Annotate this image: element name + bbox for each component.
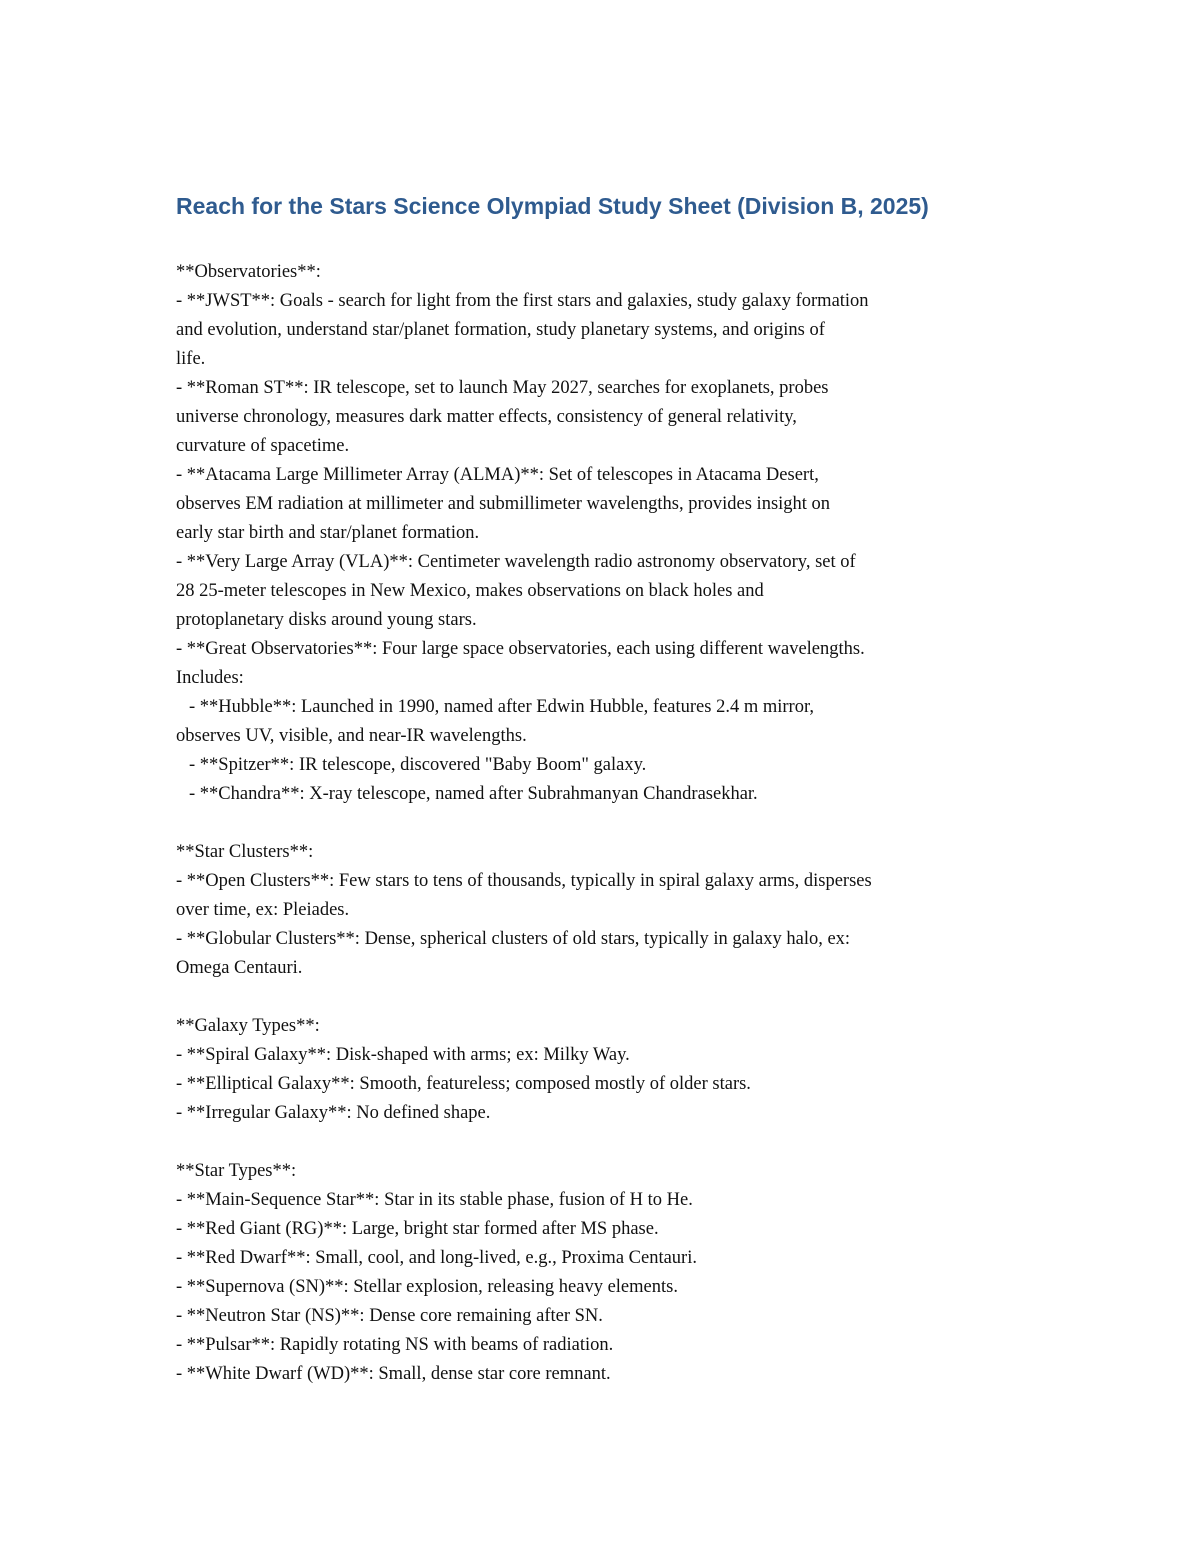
text-line: over time, ex: Pleiades.	[176, 900, 350, 920]
text-line: - **Pulsar**: Rapidly rotating NS with beams of radiation.	[176, 1335, 614, 1355]
text-line: 28 25-meter telescopes in New Mexico, makes observations on black holes and	[176, 581, 764, 601]
text-line: - **Hubble**: Launched in 1990, named after Edwin Hubble, features 2.4 m mirror,	[189, 697, 814, 717]
section-star-types	[176, 1157, 1036, 1389]
text-line: - **Great Observatories**: Four large space observatories, each using different wavelengths.	[176, 639, 865, 659]
text-line: observes UV, visible, and near-IR wavelengths.	[176, 726, 527, 746]
text-line: life.	[176, 349, 206, 369]
section-observatories	[176, 258, 1036, 809]
section-heading: **Galaxy Types**:	[176, 1016, 320, 1036]
text-line: - **Spitzer**: IR telescope, discovered "Baby Boom" galaxy.	[189, 755, 647, 775]
section-heading: **Star Clusters**:	[176, 842, 314, 862]
text-line: - **Spiral Galaxy**: Disk-shaped with arms; ex: Milky Way.	[176, 1045, 630, 1065]
text-line: - **Roman ST**: IR telescope, set to launch May 2027, searches for exoplanets, probes	[176, 378, 829, 398]
document-body	[176, 258, 1036, 1389]
text-line: - **Very Large Array (VLA)**: Centimeter wavelength radio astronomy observatory, set of	[176, 552, 856, 572]
text-line: - **Atacama Large Millimeter Array (ALMA)**: Set of telescopes in Atacama Desert,	[176, 465, 819, 485]
text-line: - **Red Dwarf**: Small, cool, and long-lived, e.g., Proxima Centauri.	[176, 1248, 697, 1268]
text-line: - **Open Clusters**: Few stars to tens of thousands, typically in spiral galaxy arms, disperses	[176, 871, 872, 891]
text-line: universe chronology, measures dark matter effects, consistency of general relativity,	[176, 407, 797, 427]
section-spacer	[176, 1128, 1036, 1157]
text-line: and evolution, understand star/planet formation, study planetary systems, and origins of	[176, 320, 825, 340]
section-galaxy-types	[176, 1012, 1036, 1128]
section-heading: **Star Types**:	[176, 1161, 297, 1181]
text-line: - **Red Giant (RG)**: Large, bright star formed after MS phase.	[176, 1219, 659, 1239]
text-line: - **Elliptical Galaxy**: Smooth, featureless; composed mostly of older stars.	[176, 1074, 751, 1094]
text-line: - **JWST**: Goals - search for light from the first stars and galaxies, study galaxy formation	[176, 291, 869, 311]
document-page	[176, 190, 1036, 1389]
section-star-clusters	[176, 838, 1036, 983]
text-line: - **Main-Sequence Star**: Star in its stable phase, fusion of H to He.	[176, 1190, 693, 1210]
text-line: curvature of spacetime.	[176, 436, 350, 456]
text-line: observes EM radiation at millimeter and submillimeter wavelengths, provides insight on	[176, 494, 831, 514]
document-title: Reach for the Stars Science Olympiad Study Sheet (Division B, 2025)	[176, 193, 929, 219]
text-line: Omega Centauri.	[176, 958, 303, 978]
text-line: early star birth and star/planet formation.	[176, 523, 480, 543]
section-spacer	[176, 983, 1036, 1012]
text-line: protoplanetary disks around young stars.	[176, 610, 477, 630]
text-line: Includes:	[176, 668, 244, 688]
section-spacer	[176, 809, 1036, 838]
section-heading: **Observatories**:	[176, 262, 321, 282]
text-line: - **Irregular Galaxy**: No defined shape.	[176, 1103, 491, 1123]
text-line: - **Chandra**: X-ray telescope, named after Subrahmanyan Chandrasekhar.	[189, 784, 758, 804]
text-line: - **Supernova (SN)**: Stellar explosion, releasing heavy elements.	[176, 1277, 678, 1297]
text-line: - **Neutron Star (NS)**: Dense core remaining after SN.	[176, 1306, 603, 1326]
text-line: - **Globular Clusters**: Dense, spherical clusters of old stars, typically in galaxy halo, ex:	[176, 929, 851, 949]
text-line: - **White Dwarf (WD)**: Small, dense star core remnant.	[176, 1364, 611, 1384]
